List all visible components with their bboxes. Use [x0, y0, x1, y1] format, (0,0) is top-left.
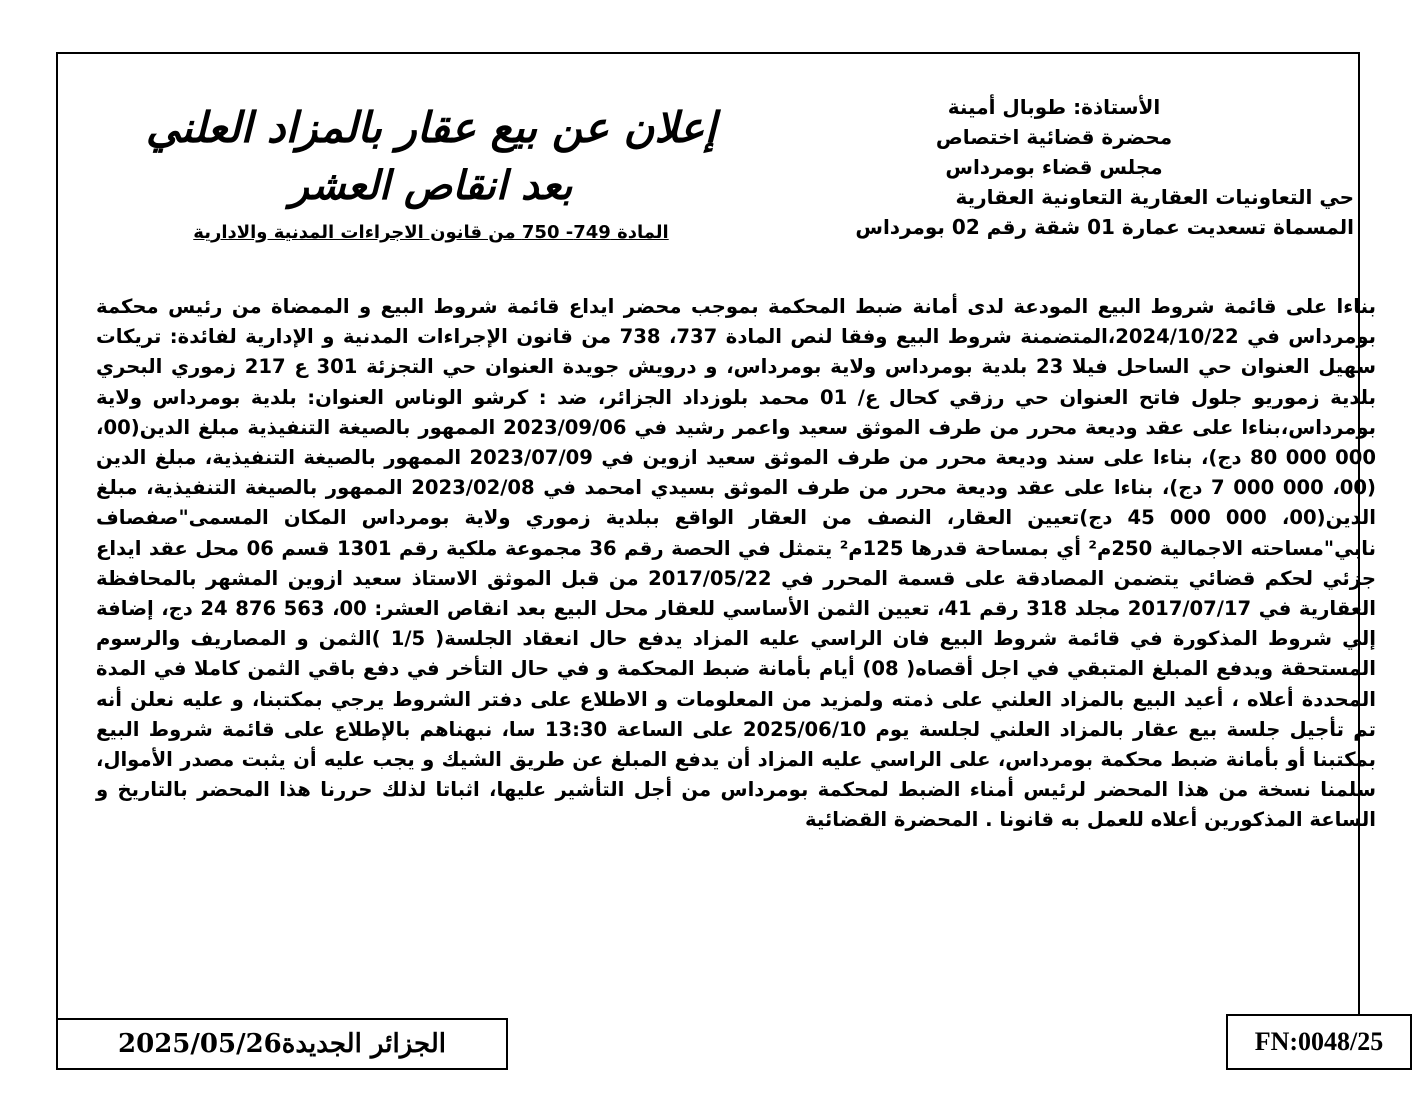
author-name: الأستاذة: طوبال أمينة	[947, 95, 1161, 119]
legal-reference: المادة 749- 750 من قانون الاجراءات المدنية والادارية	[193, 222, 669, 243]
author-address-line2: المسماة تسعديت عمارة 01 شقة رقم 02 بومرداس	[855, 215, 1354, 239]
page-title: إعلان عن بيع عقار بالمزاد العلني	[145, 103, 717, 152]
author-office: محضرة قضائية اختصاص	[935, 125, 1173, 149]
file-number-box: FN:0048/25	[1226, 1014, 1412, 1070]
title-block	[96, 98, 766, 243]
author-block	[754, 92, 1354, 242]
author-address-line1: حي التعاونيات العقارية التعاونية العقارية	[955, 185, 1354, 209]
page-subtitle: بعد انقاص العشر	[289, 162, 573, 209]
newspaper-date-box: الجزائر الجديدة2025/05/26	[56, 1018, 508, 1070]
author-court: مجلس قضاء بومرداس	[945, 155, 1163, 179]
announcement-body: بناءا على قائمة شروط البيع المودعة لدى أمانة ضبط المحكمة بموجب محضر ايداع قائمة شروط البيع و الممضاة من رئيس محكمة بومرداس في 2024/10/22،المتضمنة شروط البيع وفقا لنص المادة 737، 738 من قانون الإجراءات المدنية و الإدارية لفائدة: تريكات سهيل العنوان حي الساحل فيلا 23 بلدية بومرداس ولاية بومرداس، و درويش جويدة العنوان حي التجزئة 301 ع 217 زموري البحري بلدية زموريو جلول فاتح العنوان حي رزقي كحال ع/ 01 محمد بلوزداد الجزائر، ضد : كرشو الوناس العنوان: بلدية بومرداس ولاية بومرداس،بناءا على عقد وديعة محرر من طرف الموثق سعيد واعمر رشيد في 2023/09/06 الممهور بالصيغة التنفيذية مبلغ الدين(00، 000 000 80 دج)، بناءا على سند وديعة محرر من طرف الموثق سعيد ازوين في 2023/07/09 الممهور بالصيغة التنفيذية، مبلغ الدين (00، 000 000 7 دج)، بناءا على عقد وديعة محرر من طرف الموثق بسيدي امحمد في 2023/02/08 الممهور بالصيغة التنفيذية، مبلغ الدين(00، 000 000 45 دج)تعيين العقار، النصف من العقار الواقع ببلدية زموري ولاية بومرداس المكان المسمى"صفصاف نابي"مساحته الاجمالية 250م² أي بمساحة قدرها 125م² يتمثل في الحصة رقم 36 مجموعة ملكية رقم 1301 قسم 06 محل عقد ايداع جزئي لحكم قضائي يتضمن المصادقة على قسمة المحرر في 2017/05/22 من قبل الموثق الاستاذ سعيد ازوين المشهر بالمحافظة العقارية في 2017/07/17 مجلد 318 رقم 41، تعيين الثمن الأساسي للعقار محل البيع بعد انقاص العشر: 00، 563 876 24 دج، إضافة إلي شروط المذكورة في قائمة شروط البيع فان الراسي عليه المزاد يدفع حال انعقاد الجلسة( 1/5 )الثمن و المصاريف والرسوم المستحقة ويدفع المبلغ المتبقي في اجل أقصاه( 08) أيام بأمانة ضبط المحكمة و في حال التأخر في دفع باقي الثمن كاملا في المدة المحددة أعلاه ، أعيد البيع بالمزاد العلني على ذمته ولمزيد من المعلومات و الاطلاع على دفتر الشروط يرجي بمكتبنا، و عليه نعلن أنه تم تأجيل جلسة بيع عقار بالمزاد العلني لجلسة يوم 2025/06/10 على الساعة 13:30 سا، نبهناهم بالإطلاع على قائمة شروط البيع بمكتبنا أو بأمانة ضبط محكمة بومرداس، على الراسي عليه المزاد أن يدفع المبلغ عن طريق الشيك و يجب عليه أن يثبت مصدر الأموال، سلمنا نسخة من هذا المحضر لرئيس أمناء الضبط لمحكمة بومرداس من أجل التأشير عليها، اثباتا لذلك حررنا هذا المحضر بالتاريخ و الساعة المذكورين أعلاه للعمل به قانونا . المحضرة القضائية	[96, 295, 1377, 832]
